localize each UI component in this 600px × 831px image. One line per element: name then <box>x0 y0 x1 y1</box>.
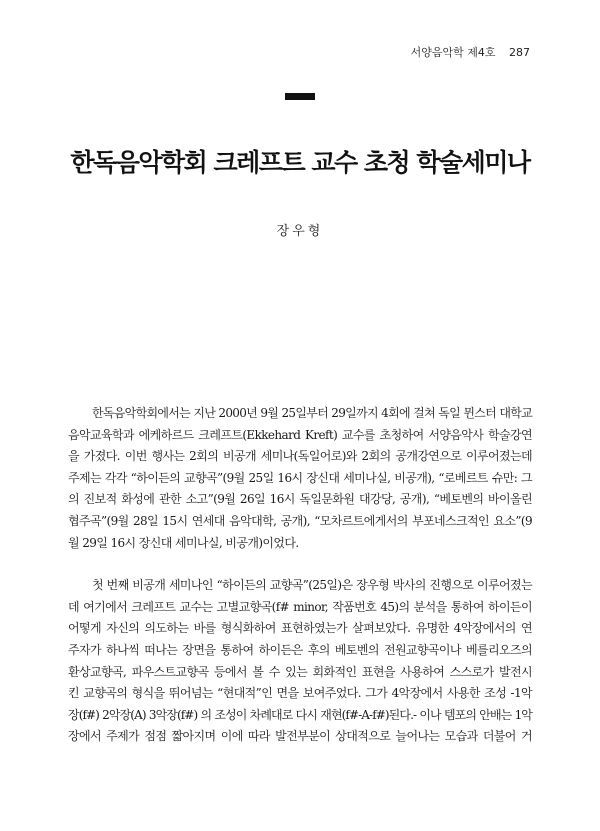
text-line: 장(f#) 2악장(A) 3악장(f#) 의 조성이 차례대로 다시 재현(f#-A-f#)된다.- 이나 템포의 안배는 1악 <box>68 707 532 722</box>
title-decoration-rule <box>285 93 315 100</box>
text-line: 어떻게 자신의 의도하는 바를 형식화하여 표현하였는가 살펴보았다. 유명한 4악장에서의 연 <box>68 621 532 636</box>
text-line: 월 29일 16시 장신대 세미나실, 비공개)이었다. <box>68 535 299 550</box>
page-number: 287 <box>509 46 530 59</box>
journal-name: 서양음악학 제4호 <box>410 46 496 59</box>
text-line: 한독음악학회에서는 지난 2000년 9월 25일부터 29일까지 4회에 걸쳐 독일 뮌스터 대학교 <box>92 406 532 420</box>
text-line: 의 진보적 화성에 관한 소고”(9월 26일 16시 독일문화원 대강당, 공개), “베토벤의 바이올린 <box>68 492 532 507</box>
text-line: 킨 교향곡의 형식을 뛰어넘는 “현대적”인 면을 보여주었다. 그가 4악장에서 사용한 조성 -1악 <box>68 686 532 701</box>
text-line: 주자가 하나씩 떠나는 장면을 통하여 하이든은 후의 베토벤의 전원교향곡이나 베를리오즈의 <box>68 642 532 657</box>
text-line: 협주곡”(9월 28일 15시 연세대 음악대학, 공개), “모차르트에게서의 부포네스크적인 요소”(9 <box>68 513 532 528</box>
text-line: 을 가졌다. 이번 행사는 2회의 비공개 세미나(독일어로)와 2회의 공개강연으로 이루어졌는데 <box>68 449 532 464</box>
text-line: 데 여기에서 크레프트 교수는 고별교향곡(f# minor, 작품번호 45)의 분석을 통하여 하이든이 <box>68 599 532 614</box>
author-name: 장우형 <box>276 224 324 239</box>
article-title: 한독음악학회 크레프트 교수 초청 학술세미나 <box>70 148 530 177</box>
text-line: 환상교향곡, 파우스트교향곡 등에서 볼 수 있는 회화적인 표현을 사용하여 스스로가 발전시 <box>68 664 532 679</box>
text-line: 장에서 주제가 점점 짧아지며 이에 따라 발전부분이 상대적으로 늘어나는 모습과 더불어 거 <box>68 729 532 744</box>
text-line: 음악교육학과 에케하르드 크레프트(Ekkehard Kreft) 교수를 초청하여 서양음악사 학술강연 <box>68 427 532 442</box>
paragraph-2 <box>68 575 532 748</box>
paragraph-1 <box>68 403 532 554</box>
running-header <box>411 44 530 60</box>
text-line: 첫 번째 비공개 세미나인 “하이든의 교향곡”(25일)은 장우형 박사의 진행으로 이루어졌는 <box>92 578 532 593</box>
text-line: 주제는 각각 “하이든의 교향곡”(9월 25일 16시 장신대 세미나실, 비공개), “로베르트 슈만: 그 <box>68 470 532 485</box>
article-body <box>68 403 532 769</box>
